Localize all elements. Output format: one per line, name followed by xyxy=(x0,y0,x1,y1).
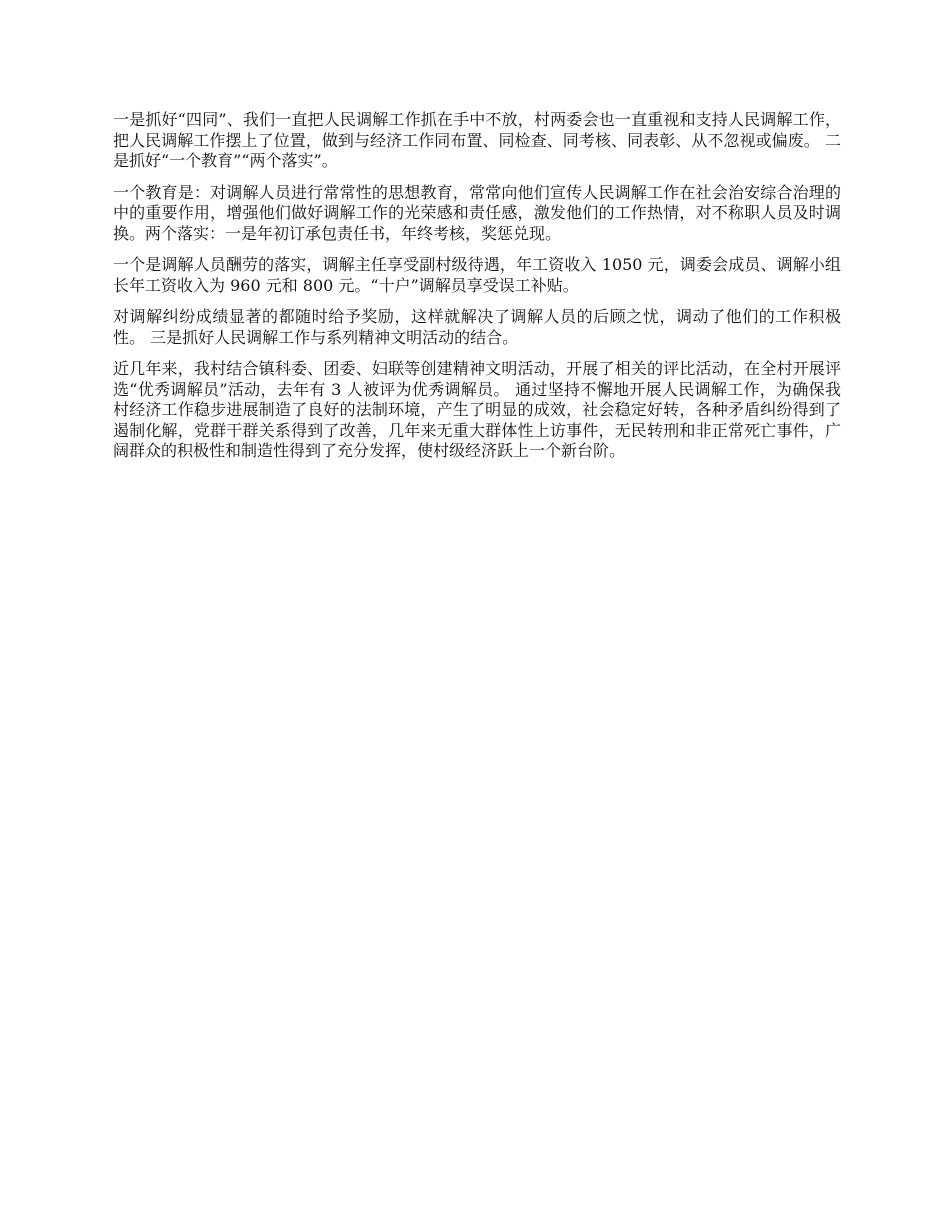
document-body xyxy=(113,110,841,473)
paragraph-4: 对调解纠纷成绩显著的都随时给予奖励，这样就解决了调解人员的后顾之忧，调动了他们的工作积极性。 三是抓好人民调解工作与系列精神文明活动的结合。 xyxy=(113,307,841,347)
paragraph-5: 近几年来，我村结合镇科委、团委、妇联等创建精神文明活动，开展了相关的评比活动，在全村开展评选“优秀调解员”活动，去年有 3 人被评为优秀调解员。 通过坚持不懈地开展人民调解工作，为确保我村经济工作稳步进展制造了良好的法制环境，产生了明显的成效，社会稳定好转，各种矛盾纠纷得到了遏制化解，党群干群关系得到了改善，几年来无重大群体性上访事件，无民转刑和非正常死亡事件，广阔群众的积极性和制造性得到了充分发挥，使村级经济跃上一个新台阶。 xyxy=(113,359,841,460)
paragraph-1: 一是抓好“四同”、我们一直把人民调解工作抓在手中不放，村两委会也一直重视和支持人民调解工作，把人民调解工作摆上了位置，做到与经济工作同布置、同检查、同考核、同表彰、从不忽视或偏废。 二是抓好“一个教育”“两个落实”。 xyxy=(113,110,841,170)
paragraph-3: 一个是调解人员酬劳的落实，调解主任享受副村级待遇，年工资收入 1050 元，调委会成员、调解小组长年工资收入为 960 元和 800 元。“十户”调解员享受误工补贴。 xyxy=(113,255,841,295)
paragraph-2: 一个教育是：对调解人员进行常常性的思想教育，常常向他们宣传人民调解工作在社会治安综合治理的中的重要作用，增强他们做好调解工作的光荣感和责任感，激发他们的工作热情，对不称职人员及时调换。两个落实：一是年初订承包责任书，年终考核，奖惩兑现。 xyxy=(113,182,841,243)
